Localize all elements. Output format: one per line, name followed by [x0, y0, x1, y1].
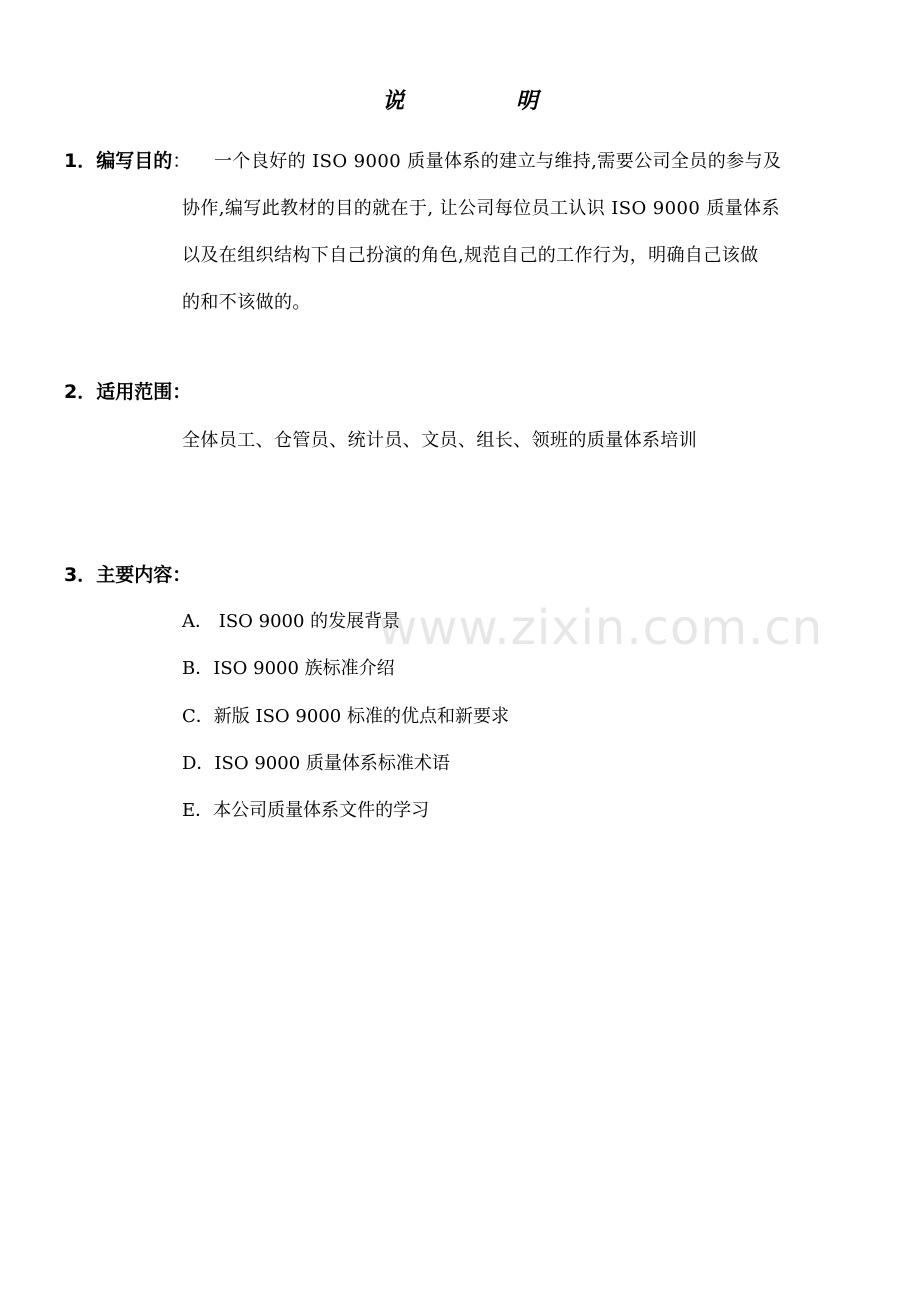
page-title: 说 明: [382, 89, 590, 114]
section-1-heading: [64, 146, 191, 173]
section-1-line-2: 协作,编写此教材的目的就在于, 让公司每位员工认识 ISO 9000 质量体系: [182, 198, 780, 219]
section-1-colon: ：: [172, 150, 192, 172]
section-1-line-3: 以及在组织结构下自己扮演的角色,规范自己的工作行为，明确自己该做: [182, 245, 759, 266]
section-2-body: 全体员工、仓管员、统计员、文员、组长、领班的质量体系培训: [182, 430, 698, 451]
section-1-number: 1．: [64, 150, 97, 172]
content-item-b: B．ISO 9000 族标准介绍: [182, 658, 395, 679]
content-item-e: E．本公司质量体系文件的学习: [182, 800, 430, 821]
section-2-title: 适用范围：: [96, 381, 192, 403]
section-1-line-4: 的和不该做的。: [182, 292, 311, 313]
section-3-title: 主要内容：: [96, 564, 192, 586]
watermark: www.zixin.com.cn: [378, 600, 824, 656]
content-item-c: C．新版 ISO 9000 标准的优点和新要求: [182, 706, 509, 727]
section-3-number: 3．: [64, 564, 97, 586]
content-item-d: D．ISO 9000 质量体系标准术语: [182, 753, 450, 774]
content-item-a: A． ISO 9000 的发展背景: [182, 611, 401, 632]
section-1-title: 编写目的: [96, 150, 173, 172]
section-1-line-1: 一个良好的 ISO 9000 质量体系的建立与维持,需要公司全员的参与及: [214, 151, 782, 172]
section-2-number: 2．: [64, 381, 97, 403]
section-2-heading: [64, 377, 191, 404]
section-3-heading: [64, 560, 191, 587]
